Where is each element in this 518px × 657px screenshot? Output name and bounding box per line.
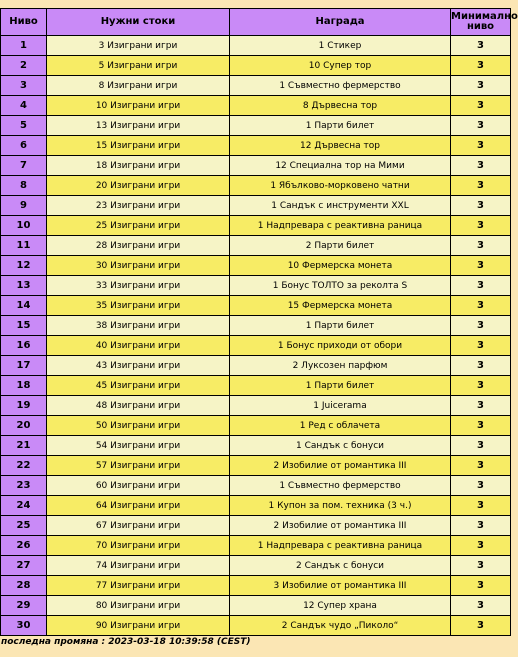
goods-cell: 57 Изиграни игри [47,456,230,476]
table-row [1,316,511,336]
header-level: Ниво [1,9,47,36]
min-level-cell: 3 [451,536,511,556]
reward-cell: 1 Надпревара с реактивна раница [230,536,451,556]
reward-cell: 1 Надпревара с реактивна раница [230,216,451,236]
reward-cell: 2 Изобилие от романтика III [230,516,451,536]
goods-cell: 10 Изиграни игри [47,96,230,116]
table-row [1,196,511,216]
min-level-cell: 3 [451,256,511,276]
min-level-cell: 3 [451,116,511,136]
goods-cell: 77 Изиграни игри [47,576,230,596]
level-cell: 9 [1,196,47,216]
table-row [1,276,511,296]
table-row [1,436,511,456]
table-header-row [1,9,511,36]
min-level-cell: 3 [451,336,511,356]
reward-cell: 2 Изобилие от романтика III [230,456,451,476]
level-cell: 14 [1,296,47,316]
table-row [1,76,511,96]
min-level-cell: 3 [451,176,511,196]
level-cell: 18 [1,376,47,396]
goods-cell: 60 Изиграни игри [47,476,230,496]
goods-cell: 48 Изиграни игри [47,396,230,416]
level-cell: 6 [1,136,47,156]
goods-cell: 45 Изиграни игри [47,376,230,396]
goods-cell: 40 Изиграни игри [47,336,230,356]
reward-cell: 1 Парти билет [230,116,451,136]
table-row [1,556,511,576]
level-cell: 11 [1,236,47,256]
goods-cell: 28 Изиграни игри [47,236,230,256]
level-cell: 26 [1,536,47,556]
min-level-cell: 3 [451,576,511,596]
table-row [1,356,511,376]
level-cell: 4 [1,96,47,116]
min-level-cell: 3 [451,436,511,456]
min-level-cell: 3 [451,156,511,176]
table-row [1,456,511,476]
table-row [1,116,511,136]
goods-cell: 8 Изиграни игри [47,76,230,96]
table-body [1,36,511,636]
reward-cell: 12 Дървесна тор [230,136,451,156]
table-row [1,496,511,516]
table-row [1,536,511,556]
min-level-cell: 3 [451,296,511,316]
goods-cell: 35 Изиграни игри [47,296,230,316]
level-cell: 25 [1,516,47,536]
level-cell: 1 [1,36,47,56]
table-row [1,216,511,236]
min-level-cell: 3 [451,616,511,636]
level-cell: 16 [1,336,47,356]
table-row [1,616,511,636]
reward-cell: 12 Специална тор на Мими [230,156,451,176]
table-row [1,596,511,616]
level-cell: 3 [1,76,47,96]
reward-cell: 10 Супер тор [230,56,451,76]
min-level-cell: 3 [451,596,511,616]
table-row [1,156,511,176]
goods-cell: 13 Изиграни игри [47,116,230,136]
goods-cell: 54 Изиграни игри [47,436,230,456]
reward-cell: 10 Фермерска монета [230,256,451,276]
min-level-cell: 3 [451,196,511,216]
level-cell: 27 [1,556,47,576]
last-modified: последна промяна : 2023-03-18 10:39:58 (CEST) [1,637,251,647]
min-level-cell: 3 [451,236,511,256]
level-cell: 24 [1,496,47,516]
header-goods: Нужни стоки [47,9,230,36]
level-cell: 10 [1,216,47,236]
table-row [1,256,511,276]
reward-cell: 2 Парти билет [230,236,451,256]
level-cell: 22 [1,456,47,476]
reward-cell: 1 Бонус ТОЛТО за реколта S [230,276,451,296]
goods-cell: 67 Изиграни игри [47,516,230,536]
reward-cell: 2 Луксозен парфюм [230,356,451,376]
table-row [1,476,511,496]
goods-cell: 30 Изиграни игри [47,256,230,276]
table-row [1,96,511,116]
level-cell: 13 [1,276,47,296]
table-row [1,296,511,316]
goods-cell: 20 Изиграни игри [47,176,230,196]
goods-cell: 25 Изиграни игри [47,216,230,236]
reward-cell: 3 Изобилие от романтика III [230,576,451,596]
min-level-cell: 3 [451,356,511,376]
min-level-cell: 3 [451,376,511,396]
min-level-cell: 3 [451,496,511,516]
goods-cell: 23 Изиграни игри [47,196,230,216]
table-row [1,516,511,536]
goods-cell: 64 Изиграни игри [47,496,230,516]
level-cell: 21 [1,436,47,456]
reward-cell: 1 Купон за пом. техника (3 ч.) [230,496,451,516]
reward-cell: 1 Парти билет [230,376,451,396]
level-cell: 5 [1,116,47,136]
level-cell: 19 [1,396,47,416]
table-row [1,336,511,356]
min-level-cell: 3 [451,456,511,476]
reward-cell: 15 Фермерска монета [230,296,451,316]
reward-cell: 1 Juicerama [230,396,451,416]
goods-cell: 38 Изиграни игри [47,316,230,336]
goods-cell: 3 Изиграни игри [47,36,230,56]
goods-cell: 5 Изиграни игри [47,56,230,76]
level-cell: 7 [1,156,47,176]
level-cell: 17 [1,356,47,376]
min-level-cell: 3 [451,276,511,296]
reward-cell: 8 Дървесна тор [230,96,451,116]
goods-cell: 43 Изиграни игри [47,356,230,376]
min-level-cell: 3 [451,76,511,96]
min-level-cell: 3 [451,56,511,76]
header-reward: Награда [230,9,451,36]
min-level-cell: 3 [451,216,511,236]
min-level-cell: 3 [451,476,511,496]
header-min-level [451,9,518,36]
min-level-cell: 3 [451,316,511,336]
level-cell: 8 [1,176,47,196]
table-row [1,416,511,436]
levels-table [0,8,518,636]
reward-cell: 1 Стикер [230,36,451,56]
table-row [1,396,511,416]
level-cell: 23 [1,476,47,496]
reward-cell: 2 Сандък чудо „Пиколо“ [230,616,451,636]
header-min-level-line1: Минимално [451,11,518,22]
goods-cell: 15 Изиграни игри [47,136,230,156]
level-cell: 30 [1,616,47,636]
table-row [1,136,511,156]
level-cell: 12 [1,256,47,276]
reward-cell: 1 Бонус приходи от обори [230,336,451,356]
reward-cell: 1 Ред с облачета [230,416,451,436]
goods-cell: 50 Изиграни игри [47,416,230,436]
reward-cell: 12 Супер храна [230,596,451,616]
level-cell: 20 [1,416,47,436]
level-cell: 28 [1,576,47,596]
min-level-cell: 3 [451,96,511,116]
min-level-cell: 3 [451,396,511,416]
goods-cell: 90 Изиграни игри [47,616,230,636]
goods-cell: 80 Изиграни игри [47,596,230,616]
min-level-cell: 3 [451,416,511,436]
min-level-cell: 3 [451,136,511,156]
reward-cell: 2 Сандък с бонуси [230,556,451,576]
reward-cell: 1 Ябълково-морковено чатни [230,176,451,196]
min-level-cell: 3 [451,516,511,536]
table-row [1,576,511,596]
min-level-cell: 3 [451,36,511,56]
reward-cell: 1 Съвместно фермерство [230,476,451,496]
table-row [1,36,511,56]
reward-cell: 1 Парти билет [230,316,451,336]
reward-cell: 1 Сандък с бонуси [230,436,451,456]
reward-cell: 1 Съвместно фермерство [230,76,451,96]
table-row [1,56,511,76]
header-min-level-line2: ниво [466,21,495,32]
min-level-cell: 3 [451,556,511,576]
goods-cell: 33 Изиграни игри [47,276,230,296]
level-cell: 2 [1,56,47,76]
level-cell: 15 [1,316,47,336]
goods-cell: 18 Изиграни игри [47,156,230,176]
reward-cell: 1 Сандък с инструменти XXL [230,196,451,216]
table-row [1,236,511,256]
table-row [1,176,511,196]
goods-cell: 74 Изиграни игри [47,556,230,576]
goods-cell: 70 Изиграни игри [47,536,230,556]
table-row [1,376,511,396]
level-cell: 29 [1,596,47,616]
